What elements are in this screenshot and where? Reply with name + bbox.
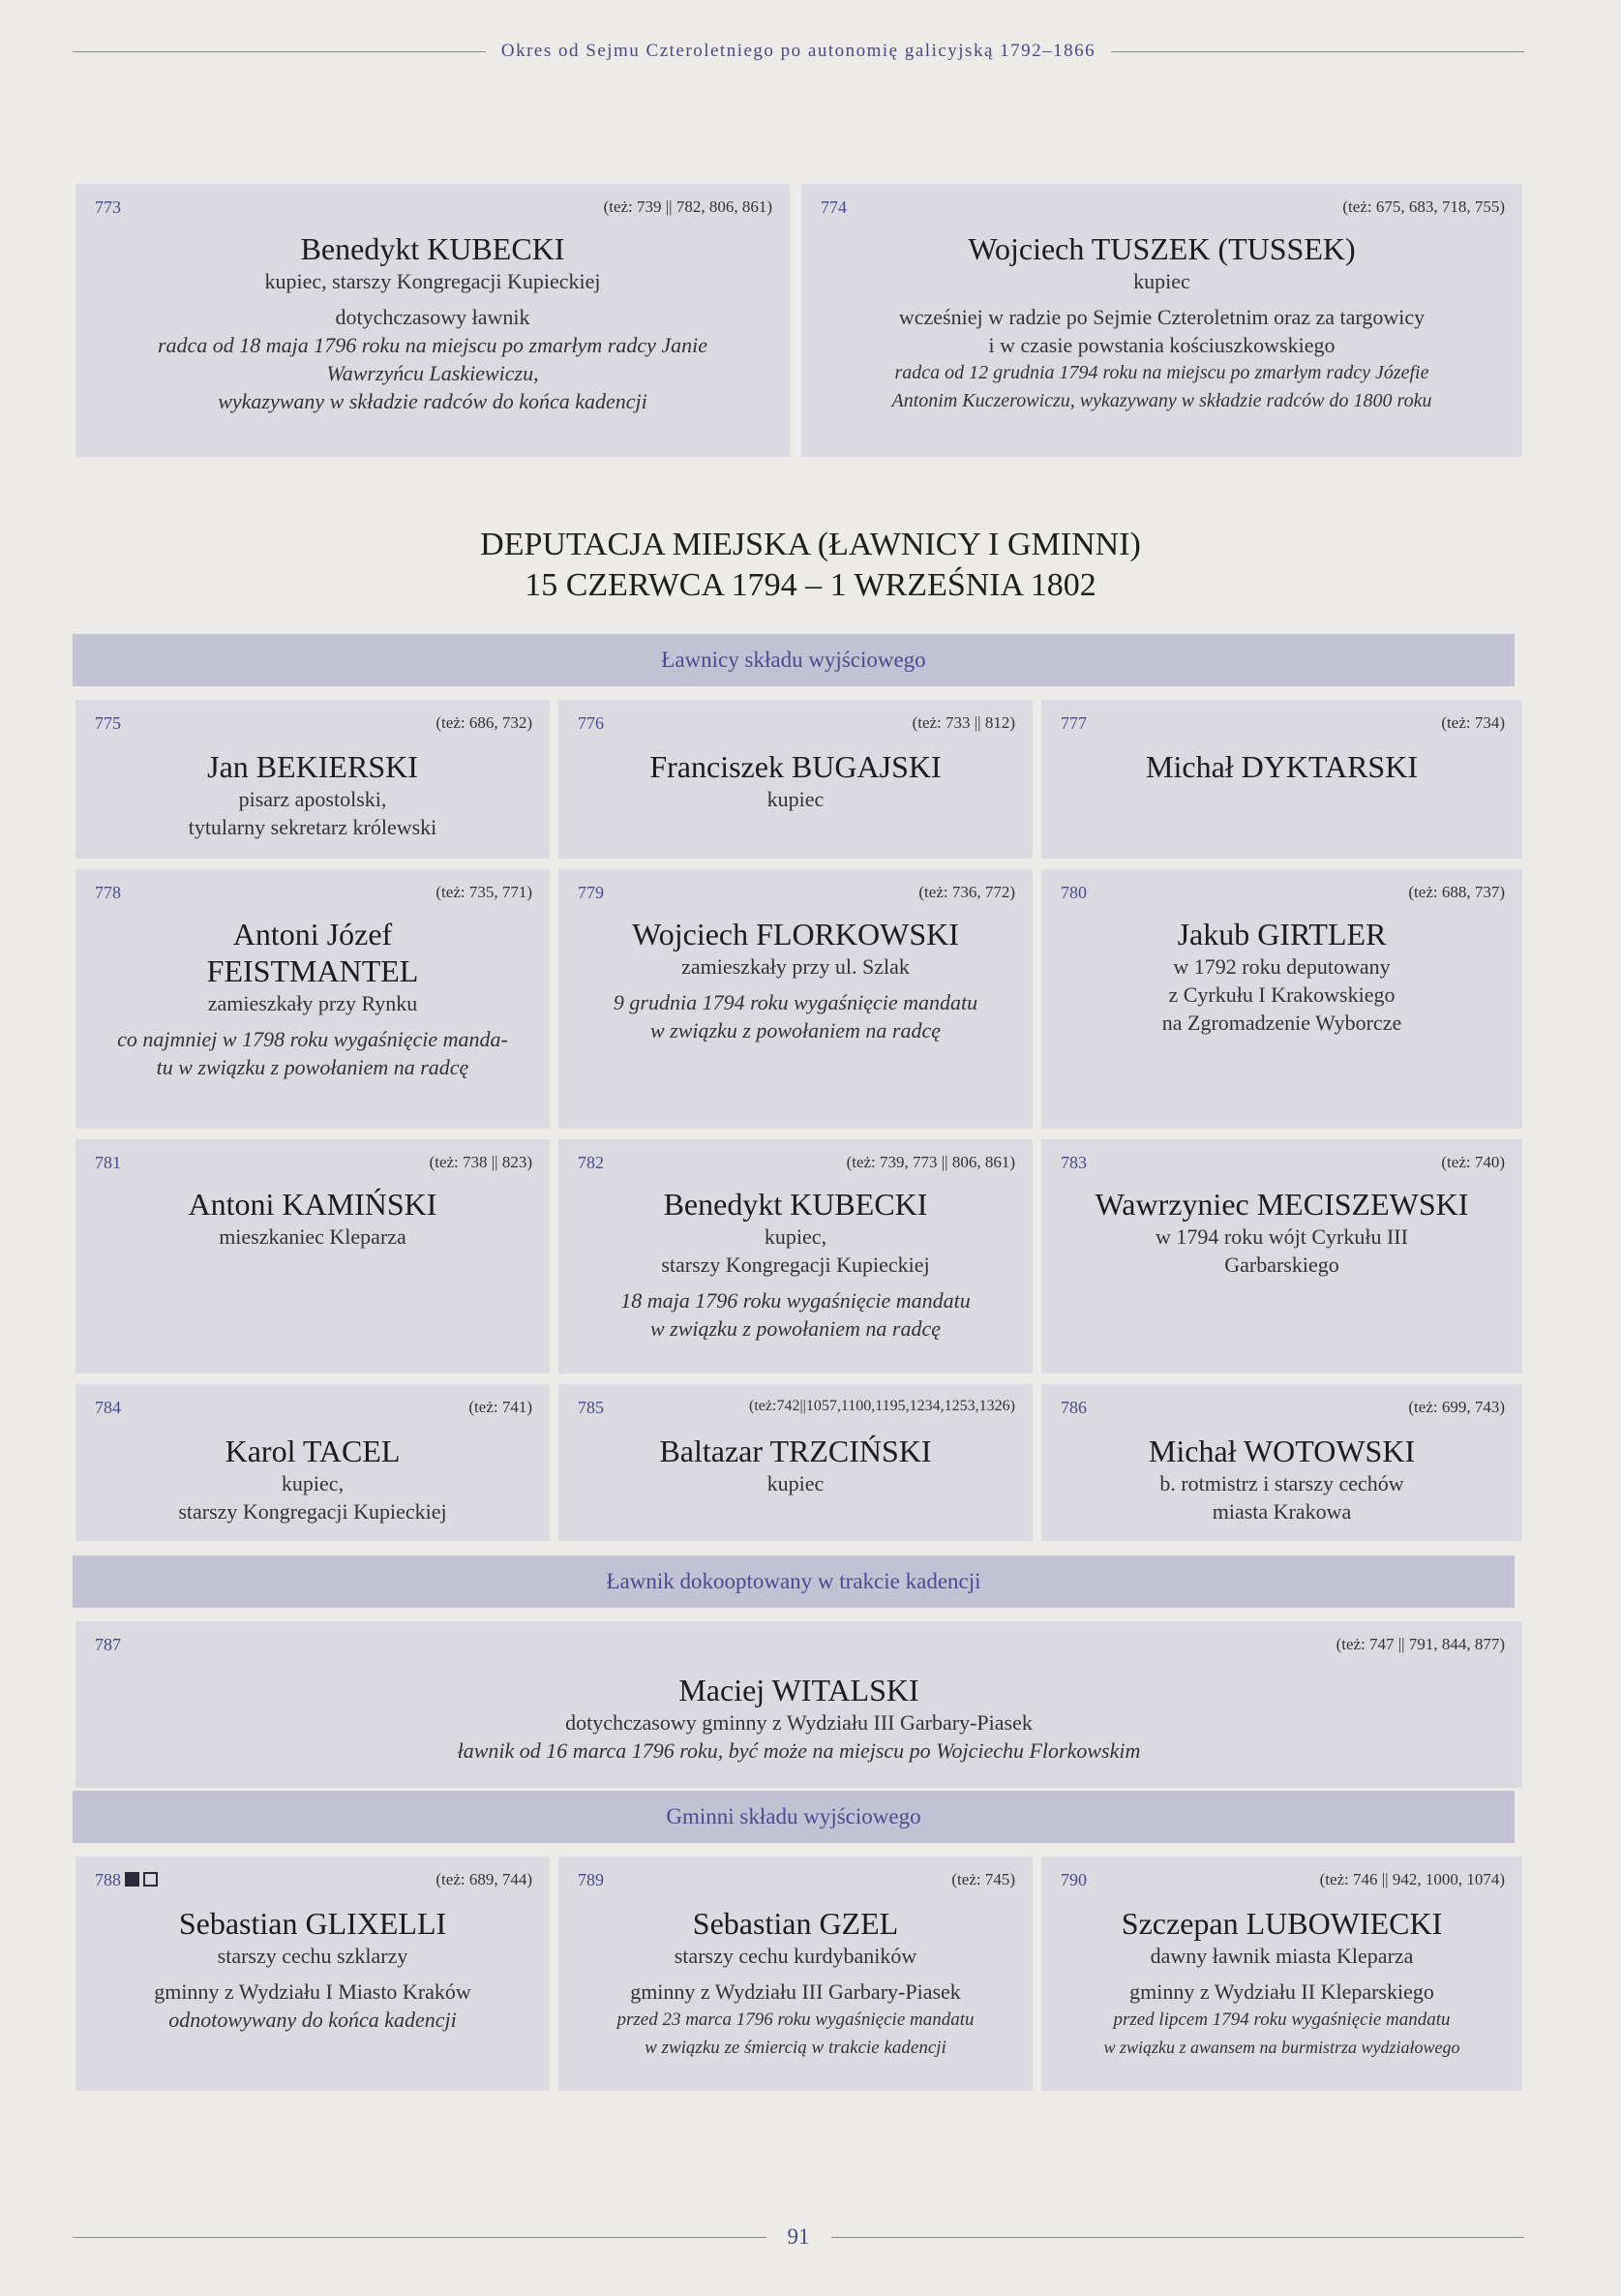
band-dokooptowany: Ławnik dokooptowany w trakcie kadencji <box>73 1556 1515 1608</box>
entry-line: i w czasie powstania kościuszkowskiego <box>988 333 1336 357</box>
footer-rule-right <box>831 2237 1525 2238</box>
entry-note: wykazywany w składzie radców do końca kadencji <box>218 389 647 413</box>
entry-cross-ref: (też: 739 || 782, 806, 861) <box>603 197 772 216</box>
entry-number: 782 <box>578 1153 604 1172</box>
entry-line: kupiec <box>766 1471 825 1495</box>
entry-number-text: 788 <box>95 1870 121 1889</box>
entry-name: Wawrzyniec MECISZEWSKI <box>1095 1187 1469 1222</box>
footer-rule-left <box>73 2237 766 2238</box>
entry-line: dotychczasowy ławnik <box>335 305 530 329</box>
entry-number: 789 <box>578 1870 604 1889</box>
entry-card-783 <box>1041 1139 1522 1374</box>
entry-cross-ref: (też: 688, 737) <box>1408 883 1505 901</box>
entry-line: kupiec, <box>281 1471 345 1495</box>
entry-note: ławnik od 16 marca 1796 roku, być może na miejscu po Wojciechu Florkowskim <box>457 1738 1141 1763</box>
entry-note: w związku ze śmiercią w trakcie kadencji <box>645 2038 946 2058</box>
entry-line: b. rotmistrz i starszy cechów <box>1159 1471 1404 1495</box>
section-title-line: DEPUTACJA MIEJSKA (ŁAWNICY I GMINNI) <box>480 527 1141 562</box>
entry-cross-ref: (też: 745) <box>951 1870 1015 1888</box>
entry-cross-ref: (też: 746 || 942, 1000, 1074) <box>1319 1870 1505 1888</box>
entry-line: starszy Kongregacji Kupieckiej <box>661 1253 930 1277</box>
entry-card-779 <box>558 869 1033 1129</box>
entry-number: 790 <box>1061 1870 1087 1889</box>
entry-cross-ref: (też: 740) <box>1441 1153 1505 1171</box>
entry-line: pisarz apostolski, <box>238 787 387 811</box>
page-number: 91 <box>787 2224 810 2249</box>
band-gminni: Gminni składu wyjściowego <box>73 1791 1515 1843</box>
entry-name: Franciszek BUGAJSKI <box>649 749 942 784</box>
entry-number: 775 <box>95 713 121 733</box>
entry-note: tu w związku z powołaniem na radcę <box>156 1055 469 1079</box>
head-rule-right <box>1111 51 1524 52</box>
entry-name: FEISTMANTEL <box>206 953 419 988</box>
entry-line: gminny z Wydziału III Garbary-Piasek <box>630 1979 961 2004</box>
entry-number: 786 <box>1061 1398 1087 1417</box>
entry-cross-ref: (też: 733 || 812) <box>912 713 1015 732</box>
entry-note: w związku z awansem na burmistrza wydziałowego <box>1103 2038 1460 2057</box>
entry-card-776 <box>558 700 1033 859</box>
entry-card-773 <box>75 184 790 457</box>
entry-line: gminny z Wydziału I Miasto Kraków <box>154 1979 471 2004</box>
entry-note: radca od 18 maja 1796 roku na miejscu po zmarłym radcy Janie <box>157 333 708 357</box>
entry-note: Antonim Kuczerowiczu, wykazywany w składzie radców do 1800 roku <box>891 390 1432 411</box>
entry-cross-ref: (też: 734) <box>1441 713 1505 732</box>
entry-cross-ref: (też: 739, 773 || 806, 861) <box>846 1153 1015 1171</box>
entry-line: z Cyrkułu I Krakowskiego <box>1168 982 1396 1007</box>
entry-card-778 <box>75 869 550 1129</box>
entry-number <box>95 1870 158 1890</box>
entry-line: kupiec <box>766 787 825 811</box>
entry-number: 780 <box>1061 883 1087 902</box>
entry-line: starszy cechu szklarzy <box>217 1944 408 1968</box>
entry-card-774 <box>801 184 1522 457</box>
entry-card-777 <box>1041 700 1522 859</box>
entry-cross-ref: (też: 747 || 791, 844, 877) <box>1336 1635 1505 1653</box>
entry-name: Wojciech FLORKOWSKI <box>632 917 959 952</box>
page-footer <box>73 2222 1524 2251</box>
entry-line: starszy cechu kurdybaników <box>674 1944 917 1968</box>
entry-number: 776 <box>578 713 604 733</box>
entry-note: przed 23 marca 1796 roku wygaśnięcie mandatu <box>616 2009 975 2030</box>
entry-card-788 <box>75 1857 550 2091</box>
entry-number: 781 <box>95 1153 121 1172</box>
entry-line: kupiec <box>1133 269 1190 293</box>
empty-square-icon <box>143 1872 158 1887</box>
entry-line: starszy Kongregacji Kupieckiej <box>178 1499 447 1524</box>
entry-line: w 1794 roku wójt Cyrkułu III <box>1156 1224 1408 1249</box>
entry-note: Wawrzyńcu Laskiewiczu, <box>326 361 539 385</box>
entry-card-785 <box>558 1384 1033 1541</box>
entry-note: w związku z powołaniem na radcę <box>649 1018 942 1042</box>
entry-cross-ref: (też: 689, 744) <box>435 1870 532 1888</box>
entry-name: Michał DYKTARSKI <box>1146 749 1418 784</box>
entry-number: 785 <box>578 1398 604 1417</box>
entry-line: kupiec, <box>764 1224 827 1249</box>
entry-number: 787 <box>95 1635 121 1654</box>
entry-card-787 <box>75 1621 1522 1788</box>
entry-cross-ref: (też: 675, 683, 718, 755) <box>1342 197 1505 216</box>
entry-name: Sebastian GZEL <box>692 1906 899 1941</box>
entry-cross-ref: (też: 736, 772) <box>918 883 1015 901</box>
entry-line: miasta Krakowa <box>1212 1499 1352 1524</box>
entry-card-780 <box>1041 869 1522 1129</box>
entry-name: Michał WOTOWSKI <box>1148 1434 1416 1468</box>
entry-line: zamieszkały przy Rynku <box>207 991 418 1015</box>
entry-note: w związku z powołaniem na radcę <box>649 1316 942 1341</box>
entry-note: 9 grudnia 1794 roku wygaśnięcie mandatu <box>613 990 978 1014</box>
entry-name: Benedykt KUBECKI <box>300 231 565 266</box>
entry-name: Wojciech TUSZEK (TUSSEK) <box>968 231 1356 266</box>
filled-square-icon <box>125 1872 139 1887</box>
entry-name: Karol TACEL <box>225 1434 401 1468</box>
entry-card-784 <box>75 1384 550 1541</box>
entry-line: tytularny sekretarz królewski <box>188 815 437 839</box>
entry-card-789 <box>558 1857 1033 2091</box>
entry-name: Antoni KAMIŃSKI <box>188 1187 437 1222</box>
entry-card-782 <box>558 1139 1033 1374</box>
entry-note: przed lipcem 1794 roku wygaśnięcie mandatu <box>1113 2009 1451 2030</box>
section-title-line: 15 CZERWCA 1794 – 1 WRZEŚNIA 1802 <box>525 567 1096 603</box>
entry-note: co najmniej w 1798 roku wygaśnięcie manda- <box>117 1027 508 1051</box>
entry-name: Maciej WITALSKI <box>678 1673 919 1707</box>
entry-name: Jakub GIRTLER <box>1177 917 1387 952</box>
entry-number: 778 <box>95 883 121 902</box>
entry-cross-ref: (też: 699, 743) <box>1408 1398 1505 1416</box>
entry-card-790 <box>1041 1857 1522 2091</box>
entry-note: radca od 12 grudnia 1794 roku na miejscu po zmarłym radcy Józefie <box>894 362 1429 383</box>
entry-line: na Zgromadzenie Wyborcze <box>1161 1011 1402 1035</box>
head-rule-left <box>73 51 486 52</box>
entry-name: Sebastian GLIXELLI <box>178 1906 447 1941</box>
entry-line: dawny ławnik miasta Kleparza <box>1150 1944 1414 1968</box>
entry-number: 774 <box>821 197 847 217</box>
entry-name: Jan BEKIERSKI <box>207 749 418 784</box>
running-head <box>73 37 1524 66</box>
entry-number: 773 <box>95 197 121 217</box>
entry-card-786 <box>1041 1384 1522 1541</box>
entry-name: Antoni Józef <box>232 917 393 952</box>
entry-name: Szczepan LUBOWIECKI <box>1121 1906 1443 1941</box>
entry-line: mieszkaniec Kleparza <box>219 1224 406 1249</box>
entry-number: 779 <box>578 883 604 902</box>
entry-card-775 <box>75 700 550 859</box>
entry-line: zamieszkały przy ul. Szlak <box>681 954 910 979</box>
entry-cross-ref: (też: 741) <box>468 1398 532 1416</box>
entry-note: odnotowywany do końca kadencji <box>168 2008 457 2032</box>
entry-name: Benedykt KUBECKI <box>663 1187 928 1222</box>
section-title <box>0 525 1621 606</box>
entry-line: gminny z Wydziału II Kleparskiego <box>1129 1979 1434 2004</box>
entry-cross-ref: (też: 735, 771) <box>435 883 532 901</box>
entry-cross-ref: (też: 686, 732) <box>435 713 532 732</box>
entry-card-781 <box>75 1139 550 1374</box>
entry-cross-ref: (też:742||1057,1100,1195,1234,1253,1326) <box>749 1398 1015 1414</box>
entry-line: w 1792 roku deputowany <box>1173 954 1391 979</box>
entry-line: Garbarskiego <box>1224 1253 1339 1277</box>
entry-line: wcześniej w radzie po Sejmie Czteroletnim oraz za targowicy <box>898 305 1426 329</box>
band-lawnicy: Ławnicy składu wyjściowego <box>73 634 1515 686</box>
running-head-text: Okres od Sejmu Czteroletniego po autonomię galicyjską 1792–1866 <box>500 41 1096 61</box>
entry-number: 784 <box>95 1398 121 1417</box>
entry-cross-ref: (też: 738 || 823) <box>429 1153 532 1171</box>
entry-line: kupiec, starszy Kongregacji Kupieckiej <box>264 269 601 293</box>
entry-note: 18 maja 1796 roku wygaśnięcie mandatu <box>620 1288 971 1313</box>
entry-number: 783 <box>1061 1153 1087 1172</box>
entry-name: Baltazar TRZCIŃSKI <box>659 1434 932 1468</box>
entry-number: 777 <box>1061 713 1087 733</box>
entry-line: dotychczasowy gminny z Wydziału III Garbary-Piasek <box>565 1710 1033 1735</box>
